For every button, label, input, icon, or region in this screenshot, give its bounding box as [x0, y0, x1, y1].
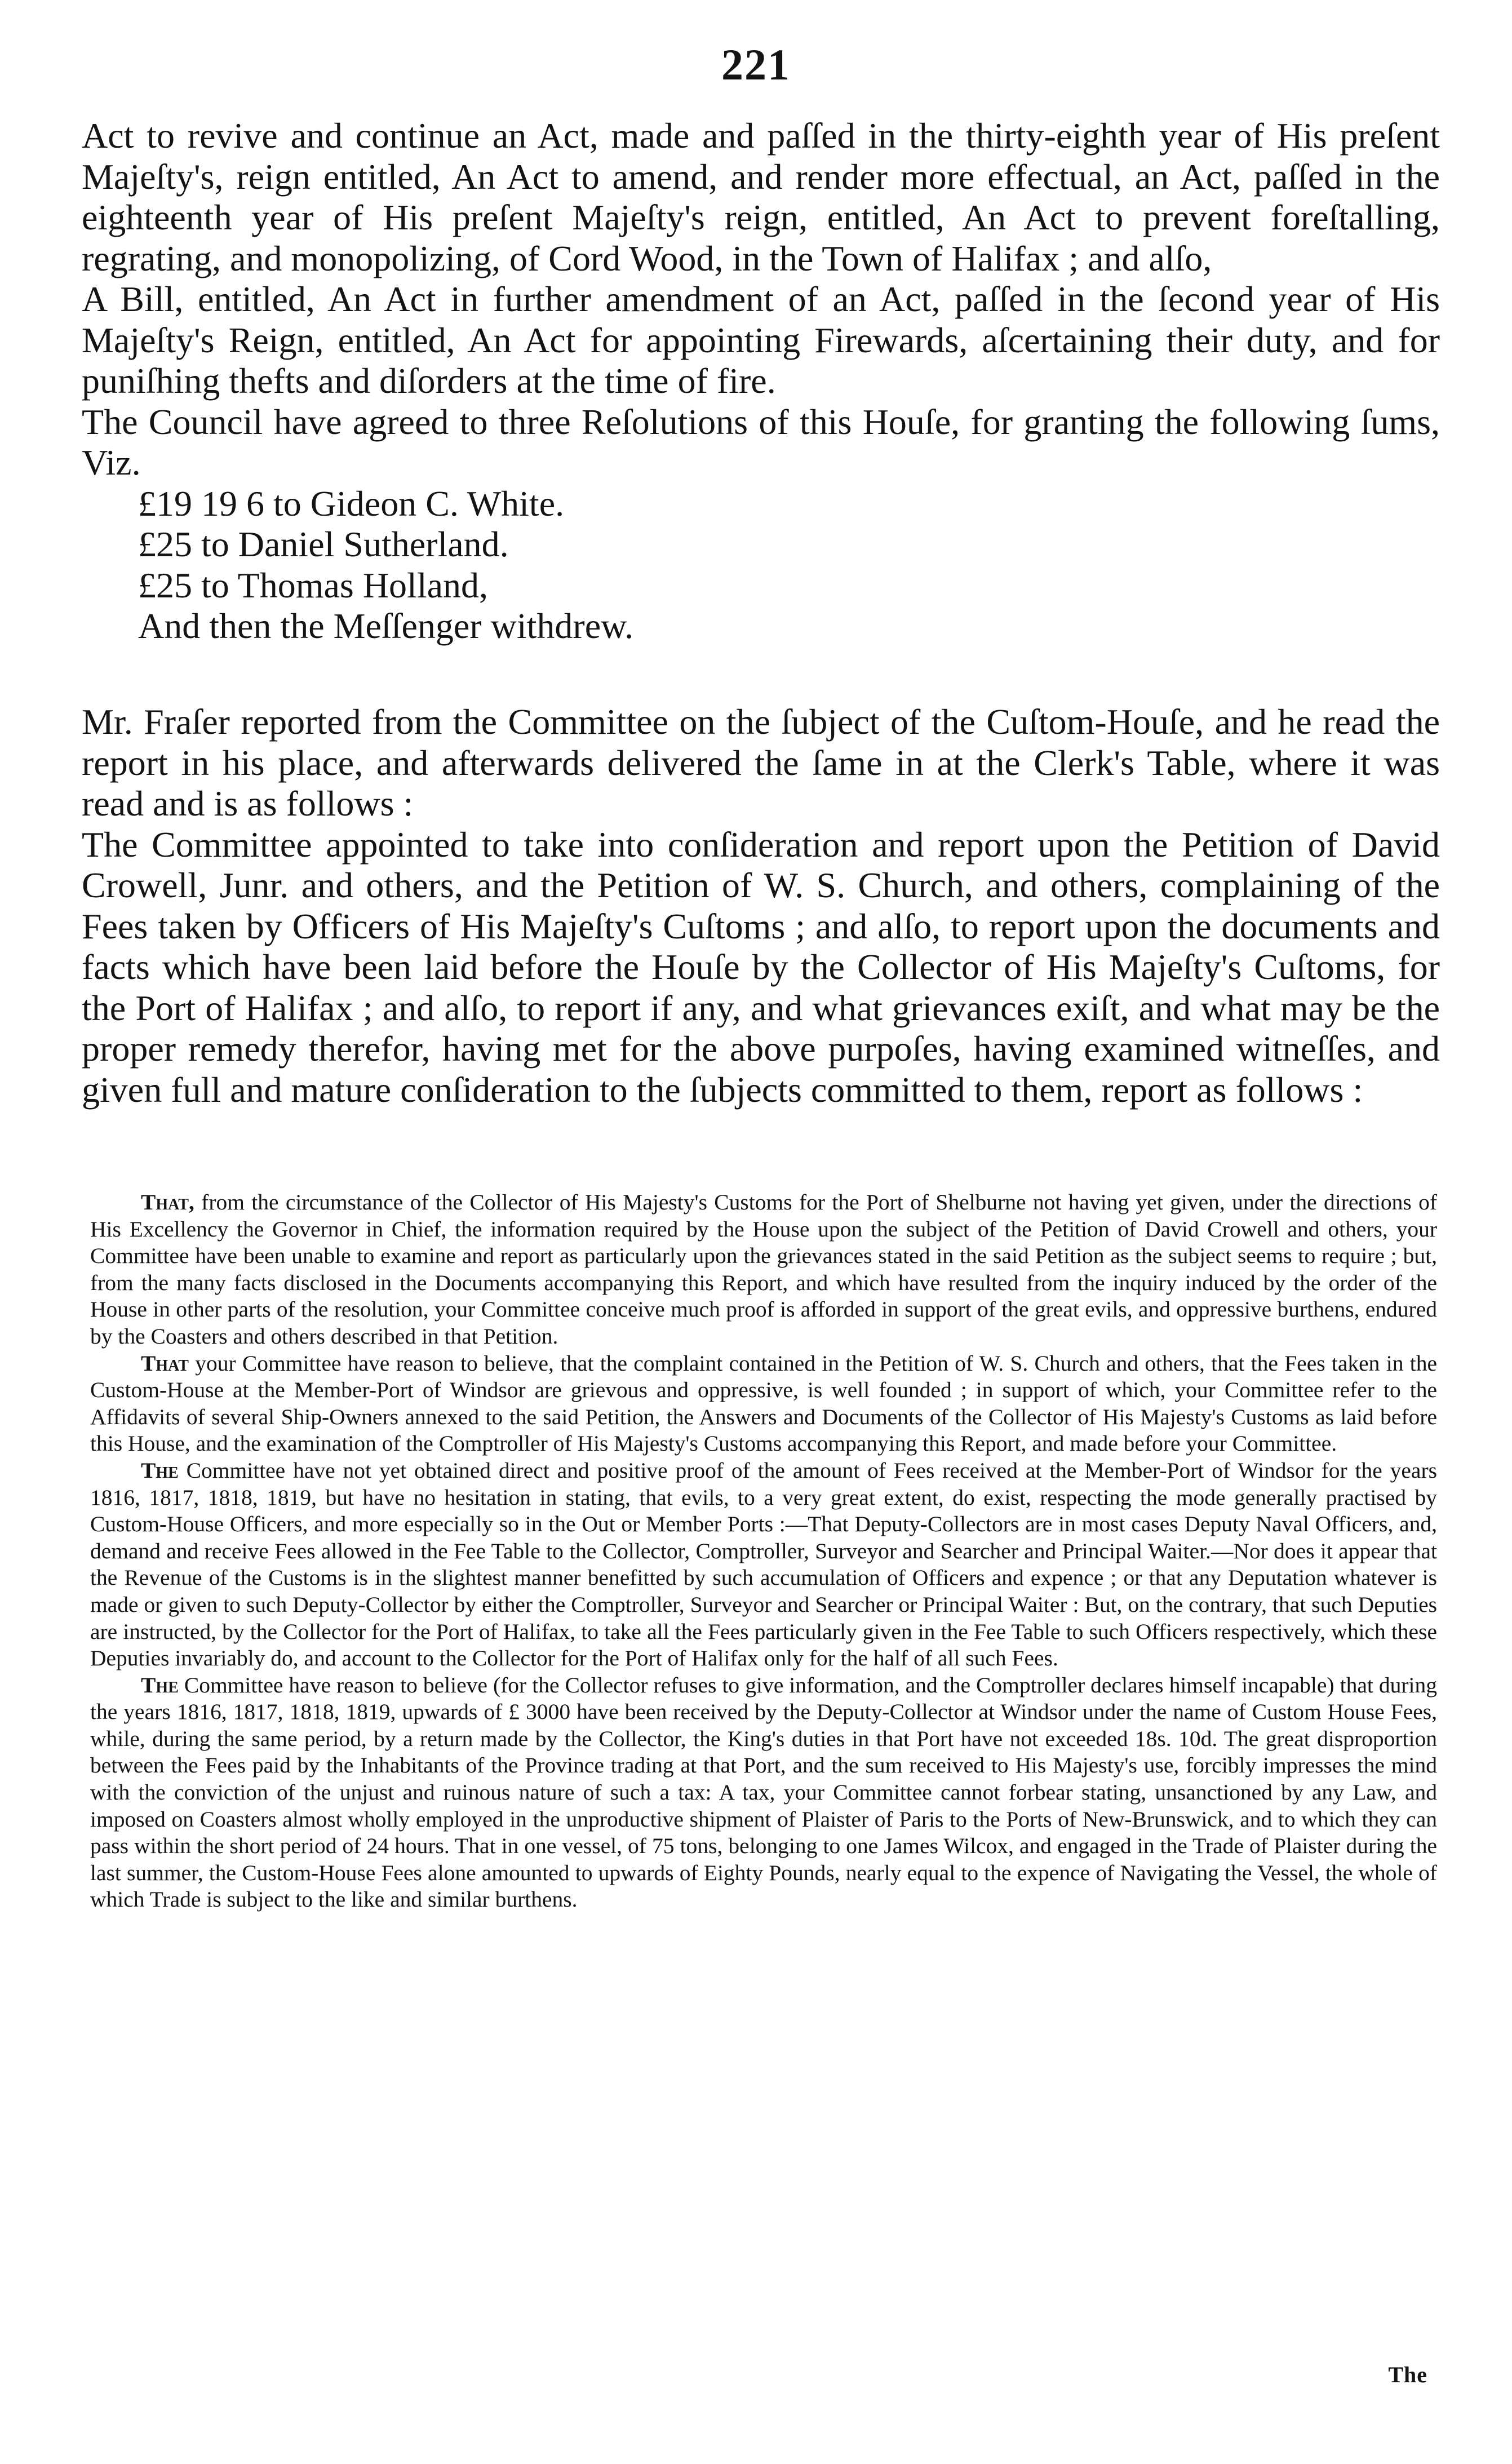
- sum-line-white: £19 19 6 to Gideon C. White.: [138, 483, 565, 524]
- paragraph-act-revive: Act to revive and continue an Act, made and paſſed in the thirty-eighth year of His preſent Majeſty's, reign entitled, An Act to amend, and render more effectual, an Act, paſſed in the eighteenth year of His preſent Majeſty's reign, entitled, An Act to prevent foreſtalling, regrating, and monopolizing, of Cord Wood, in the Town of Halifax ; and alſo,: [82, 116, 1440, 278]
- messenger-withdrew: And then the Meſſenger withdrew.: [138, 606, 634, 646]
- report-text-block: [90, 1189, 1437, 1913]
- catchword: The: [1388, 2362, 1427, 2387]
- report-paragraph-windsor-complaint: That your Committee have reason to believe, that the complaint contained in the Petition of W. S. Church and others, that the Fees taken in the Custom-House at the Member-Port of Windsor are grievous and oppressive, is well founded ; in support of which, your Committee refer to the Affidavits of several Ship-Owners annexed to the said Petition, the Answers and Documents of the Collector of His Majesty's Customs as laid before this House, and the examination of the Comptroller of His Majesty's Customs accompanying this Report, and made before your Committee.: [90, 1350, 1437, 1456]
- paragraph-committee-appointed: The Committee appointed to take into conſideration and report upon the Petition of David Crowell, Junr. and others, and the Petition of W. S. Church, and others, complaining of the Fees taken by Officers of His Majeſty's Cuſtoms ; and alſo, to report upon the documents and facts which have been laid before the Houſe by the Collector of His Majeſty's Cuſtoms, for the Port of Halifax ; and alſo, to report if any, and what grievances exiſt, and what may be the proper remedy therefor, having met for the above purpoſes, having examined witneſſes, and given full and mature conſideration to the ſubjects committed to them, report as follows :: [82, 824, 1440, 1110]
- page-number: 221: [721, 40, 791, 89]
- sum-line-sutherland: £25 to Daniel Sutherland.: [138, 524, 509, 564]
- paragraph-fraser-report: Mr. Fraſer reported from the Committee on the ſubject of the Cuſtom-Houſe, and he read the report in his place, and afterwards delivered the ſame in at the Clerk's Table, where it was read and is as follows :: [82, 702, 1440, 823]
- sum-line-holland: £25 to Thomas Holland,: [138, 565, 488, 605]
- paragraph-firewards-bill: A Bill, entitled, An Act in further amendment of an Act, paſſed in the ſecond year of His Majeſty's Reign, entitled, An Act for appointing Firewards, aſcertaining their duty, and for puniſhing thefts and diſorders at the time of fire.: [82, 279, 1440, 401]
- committee-text-block: [82, 702, 1440, 1110]
- report-paragraph-shelburne: That, from the circumstance of the Collector of His Majesty's Customs for the Port of Shelburne not having yet given, under the directions of His Excellency the Governor in Chief, the information required by the House upon the subject of the Petition of David Crowell and others, your Committee have been unable to examine and report as particularly upon the grievances stated in the said Petition as the subject seems to require ; but, from the many facts disclosed in the Documents accompanying this Report, and which have resulted from the inquiry induced by the order of the House in other parts of the resolution, your Committee conceive much proof is afforded in support of the great evils, and oppressive burthens, endured by the Coasters and others described in that Petition.: [90, 1190, 1437, 1349]
- report-paragraph-member-port-fees: The Committee have not yet obtained direct and positive proof of the amount of Fees received at the Member-Port of Windsor for the years 1816, 1817, 1818, 1819, but have no hesitation in stating, that evils, to a very great extent, do exist, respecting the mode generally practised by Custom-House Officers, and more especially so in the Out or Member Ports :—That Deputy-Collectors are in most cases Deputy Naval Officers, and, demand and receive Fees allowed in the Fee Table to the Collector, Comptroller, Surveyor and Searcher and Principal Waiter.—Nor does it appear that the Revenue of the Customs is in the slightest manner benefitted by such accumulation of Officers and expence ; or that any Deputation whatever is made or given to such Deputy-Collector by either the Comptroller, Surveyor and Searcher or Principal Waiter : But, on the contrary, that such Deputies are instructed, by the Collector for the Port of Halifax, to take all the Fees particularly given in the Fee Table to such Officers respectively, which these Deputies invariably do, and account to the Collector for the Port of Halifax only for the half of all such Fees.: [90, 1457, 1437, 1671]
- main-text-block: [82, 116, 1440, 647]
- report-paragraph-deputy-collector: The Committee have reason to believe (for the Collector refuses to give information, and the Comptroller declares himself incapable) that during the years 1816, 1817, 1818, 1819, upwards of £ 3000 have been received by the Deputy-Collector at Windsor under the name of Custom House Fees, while, during the same period, by a return made by the Collector, the King's duties in that Port have not exceeded 18s. 10d. The great disproportion between the Fees paid by the Inhabitants of the Province trading at that Port, and the sum received to His Majesty's use, forcibly impresses the mind with the conviction of the unjust and ruinous nature of such a tax: A tax, your Committee cannot forbear stating, unsanctioned by any Law, and imposed on Coasters almost wholly employed in the unproductive shipment of Plaister of Paris to the Ports of New-Brunswick, and to which they can pass within the short period of 24 hours. That in one vessel, of 75 tons, belonging to one James Wilcox, and engaged in the Trade of Plaister during the last summer, the Custom-House Fees alone amounted to upwards of Eighty Pounds, nearly equal to the expence of Navigating the Vessel, the whole of which Trade is subject to the like and similar burthens.: [90, 1672, 1437, 1912]
- paragraph-council-resolutions: The Council have agreed to three Reſolutions of this Houſe, for granting the following ſums, Viz.: [82, 401, 1440, 482]
